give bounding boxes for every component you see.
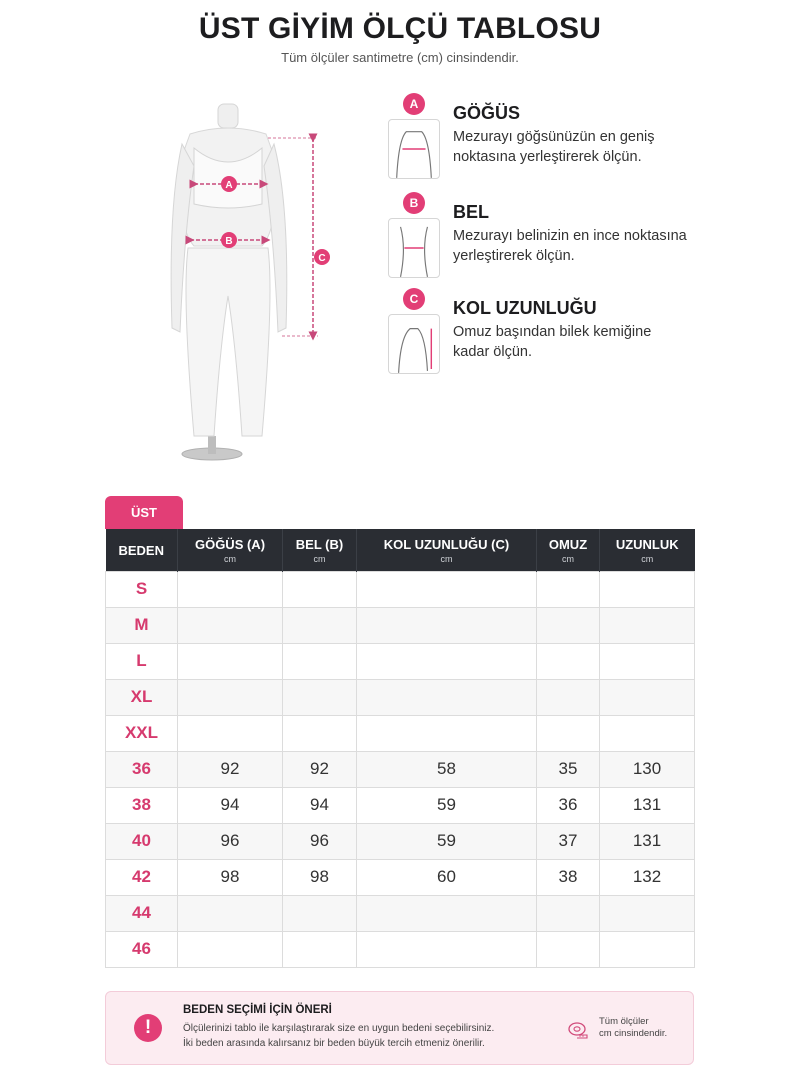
table-row: 38 94 94 59 36 131	[106, 787, 695, 823]
advice-title: BEDEN SEÇİMİ İÇİN ÖNERİ	[183, 1004, 332, 1016]
units-note: Tüm ölçüler cm cinsindendir.	[599, 1016, 668, 1039]
chest-thumbnail-icon	[388, 119, 440, 179]
advice-line: Ölçülerinizi tablo ile karşılaştırarak size en uygun bedeni seçebilirsiniz.	[183, 1023, 495, 1034]
guide-badge: C	[403, 288, 425, 310]
page-subtitle: Tüm ölçüler santimetre (cm) cinsindendir.	[281, 50, 519, 65]
guide-description: Mezurayı göğsünüzün en geniş noktasına yerleştirerek ölçün.	[453, 129, 655, 165]
svg-text:A: A	[225, 180, 233, 191]
column-header-chest: GÖĞÜS (A) cm	[178, 529, 283, 571]
guide-title: GÖĞÜS	[453, 103, 521, 123]
guide-description: Omuz başından bilek kemiğine kadar ölçün.	[453, 324, 652, 360]
mannequin-illustration	[150, 96, 340, 466]
guide-badge: B	[403, 192, 425, 214]
table-header-row	[106, 529, 695, 571]
measuring-tape-icon	[567, 1018, 589, 1040]
table-row: XXL	[106, 715, 695, 751]
guide-waist	[386, 192, 706, 282]
guide-title: KOL UZUNLUĞU	[453, 298, 597, 318]
table-row: XL	[106, 679, 695, 715]
column-header-shoulder: OMUZ cm	[537, 529, 600, 571]
column-header-waist: BEL (B) cm	[283, 529, 357, 571]
guide-title: BEL	[453, 202, 489, 222]
table-row: 42 98 98 60 38 132	[106, 859, 695, 895]
tab-upper-garment[interactable]: ÜST	[105, 496, 183, 529]
svg-text:C: C	[318, 253, 326, 264]
page-title: ÜST GİYİM ÖLÇÜ TABLOSU	[198, 12, 602, 45]
waist-thumbnail-icon	[388, 218, 440, 278]
table-row: S	[106, 571, 695, 607]
guide-description: Mezurayı belinizin en ince noktasına yerleştirerek ölçün.	[453, 228, 687, 264]
svg-text:B: B	[225, 236, 233, 247]
guide-badge: A	[403, 93, 425, 115]
table-row: 46	[106, 931, 695, 967]
column-header-sleeve: KOL UZUNLUĞU (C) cm	[357, 529, 537, 571]
column-header-size: BEDEN	[106, 529, 178, 571]
table-row: 40 96 96 59 37 131	[106, 823, 695, 859]
marker-c	[314, 249, 330, 265]
size-table	[105, 529, 695, 968]
mannequin-figure	[150, 96, 340, 466]
table-row: 44	[106, 895, 695, 931]
table-row: M	[106, 607, 695, 643]
table-row: 36 92 92 58 35 130	[106, 751, 695, 787]
marker-a	[221, 176, 237, 192]
marker-b	[221, 232, 237, 248]
alert-icon: !	[134, 1014, 162, 1042]
size-advice-box	[105, 991, 694, 1065]
sleeve-thumbnail-icon	[388, 314, 440, 374]
guide-sleeve	[386, 288, 706, 378]
advice-line: İki beden arasında kalırsanız bir beden büyük tercih etmeniz önerilir.	[183, 1038, 485, 1049]
table-row: L	[106, 643, 695, 679]
guide-chest	[386, 93, 706, 183]
column-header-length: UZUNLUK cm	[600, 529, 695, 571]
